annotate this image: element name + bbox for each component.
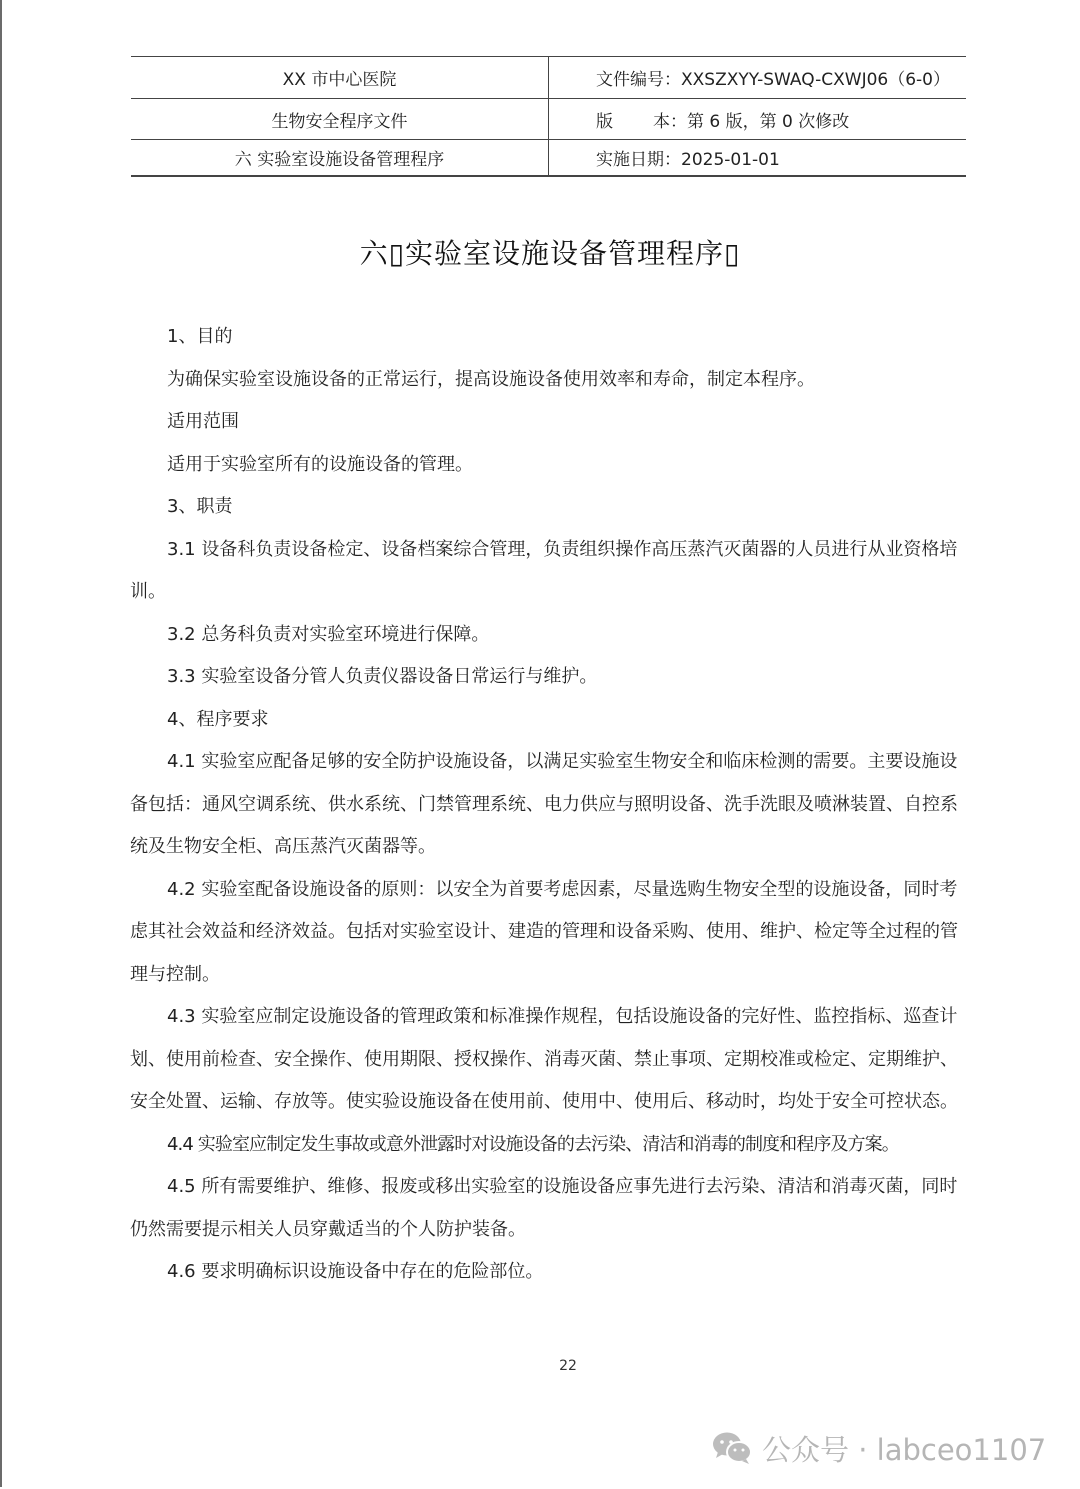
paragraph-4-5: 4.5 所有需要维护、维修、报废或移出实验室的设施设备应事先进行去污染、清洁和消毒灭菌，同时仍然需要提示相关人员穿戴适当的个人防护装备。 — [130, 1176, 958, 1240]
document-body — [130, 316, 970, 1294]
page-number: 22 — [559, 1358, 577, 1374]
watermark-text: 公众号 · labceo1107 — [762, 1432, 1047, 1467]
hospital-name: XX 市中心医院 — [131, 57, 549, 99]
paragraph-4-2: 4.2 实验室配备设施设备的原则：以安全为首要考虑因素，尽量选购生物安全型的设施设备，同时考虑其社会效益和经济效益。包括对实验室设计、建造的管理和设备采购、使用、维护、检定等全过程的管理与控制。 — [130, 878, 958, 985]
paragraph-3-2: 3.2 总务科负责对实验室环境进行保障。 — [167, 623, 490, 645]
paragraph-3-3: 3.3 实验室设备分管人负责仪器设备日常运行与维护。 — [167, 666, 598, 687]
document-category: 生物安全程序文件 — [131, 99, 549, 140]
version-label-a: 版 — [596, 111, 613, 132]
section-heading-purpose: 1、目的 — [167, 326, 233, 347]
version-info — [549, 99, 967, 140]
procedure-name: 六 实验室设施设备管理程序 — [131, 140, 549, 177]
paragraph-4-6: 4.6 要求明确标识设施设备中存在的危险部位。 — [167, 1261, 544, 1282]
watermark — [712, 1428, 1046, 1468]
section-heading-scope: 适用范围 — [167, 411, 239, 432]
section-heading-requirements: 4、程序要求 — [167, 708, 269, 730]
paragraph-purpose: 为确保实验室设施设备的正常运行，提高设施设备使用效率和寿命，制定本程序。 — [167, 368, 815, 390]
effective-date: 实施日期：2025-01-01 — [549, 140, 967, 177]
document-number: 文件编号：XXSZXYY-SWAQ-CXWJ06（6-0） — [549, 57, 967, 99]
paragraph-scope: 适用于实验室所有的设施设备的管理。 — [167, 453, 473, 475]
paragraph-3-1: 3.1 设备科负责设备检定、设备档案综合管理，负责组织操作高压蒸汽灭菌器的人员进行从业资格培训。 — [130, 538, 958, 602]
document-header-table — [131, 56, 966, 177]
section-heading-duties: 3、职责 — [167, 496, 233, 517]
version-label-b: 本：第 6 版，第 0 次修改 — [653, 111, 850, 132]
paragraph-4-3: 4.3 实验室应制定设施设备的管理政策和标准操作规程，包括设施设备的完好性、监控指标、巡查计划、使用前检查、安全操作、使用期限、授权操作、消毒灭菌、禁止事项、定期校准或检定、定期维护、安全处置、运输、存放等。使实验设施设备在使用前、使用中、使用后、移动时，均处于安全可控状态。 — [130, 1006, 958, 1112]
document-title: 六▯实验室设施设备管理程序▯ — [359, 237, 741, 270]
wechat-icon — [712, 1431, 752, 1465]
paragraph-4-4: 4.4 实验室应制定发生事故或意外泄露时对设施设备的去污染、清洁和消毒的制度和程序及方案。 — [167, 1133, 899, 1155]
paragraph-4-1: 4.1 实验室应配备足够的安全防护设施设备，以满足实验室生物安全和临床检测的需要。主要设施设备包括：通风空调系统、供水系统、门禁管理系统、电力供应与照明设备、洗手洗眼及喷淋装置、自控系统及生物安全柜、高压蒸汽灭菌器等。 — [130, 751, 958, 857]
